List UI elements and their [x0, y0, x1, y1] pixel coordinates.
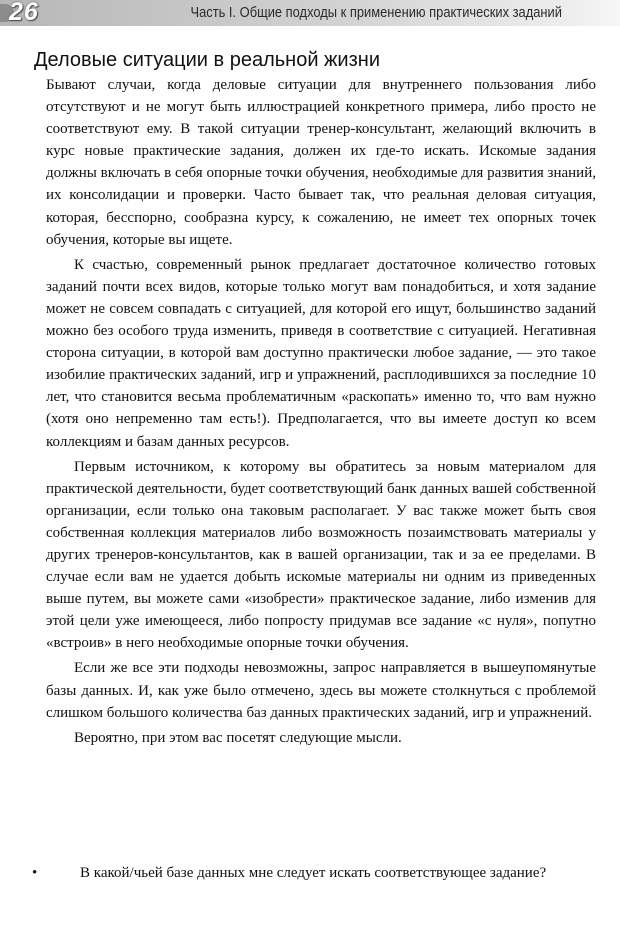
paragraph: К счастью, современный рынок предлагает достаточное количество готовых заданий почти всех видов, которые только могут вам понадобиться, и хотя задание может не совсем совпадать с ситуацией, для которой его ищут, большинство заданий можно без особого труда изменить, приведя в соответствие с ситуацией. Негативная сторона ситуации, в которой вам доступно практически любое задание, — это такое изобилие практических заданий, игр и упражнений, расплодившихся за последние 10 лет, что становится весьма проблематичным «раскопать» именно то, что вам нужно (хотя оно непременно там есть!). Предполагается, что вы имеете доступ ко всем коллекциям и базам данных ресурсов.	[46, 256, 596, 450]
list-item-text: В какой/чьей базе данных мне следует искать соответствующее задание?	[80, 865, 547, 881]
paragraph: Если же все эти подходы невозможны, запрос направляется в вышеупомянутые базы данных. И, как уже было отмечено, здесь вы можете столкнуться с проблемой слишком большого количества баз данных практических заданий, игр и упражнений.	[46, 660, 596, 721]
paragraph: Вероятно, при этом вас посетят следующие мысли.	[74, 729, 402, 746]
list-item	[32, 862, 596, 884]
body-text	[46, 74, 596, 752]
page-header	[0, 0, 620, 26]
bullet-list	[32, 862, 596, 884]
bullet-icon: •	[32, 865, 38, 881]
section-heading: Деловые ситуации в реальной жизни	[34, 49, 380, 71]
paragraph: Первым источником, к которому вы обратитесь за новым материалом для практической деятельности, будет соответствующий банк данных вашей собственной организации, если только она таковым располагает. У вас также может быть своя собственная коллекция материалов либо возможность позаимствовать материалы у других тренеров-консультантов, как в вашей организации, так и за ее пределами. В случае если вам не удается добыть искомые материалы ни одним из приведенных выше путем, вы можете сами «изобрести» практическое задание, либо изменив для этой цели уже имеющееся, либо попросту придумав все задание «с нуля», попутно «встроив» в него необходимые опорные точки обучения.	[46, 458, 596, 652]
running-title: Часть I. Общие подходы к применению практических заданий	[190, 4, 562, 21]
page-number: 26	[9, 0, 39, 26]
paragraph: Бывают случаи, когда деловые ситуации для внутреннего пользования либо отсутствуют и не могут быть иллюстрацией конкретного примера, либо просто не соответствуют ему. В такой ситуации тренер-консультант, желающий включить в курс новые практические задания, должен их где-то искать. Искомые задания должны включать в себя опорные точки обучения, необходимые для развития знаний, их консолидации и проверки. Часто бывает так, что реальная деловая ситуация, которая, бесспорно, сообразна курсу, к сожалению, не имеет тех опорных точек обучения, которые вы ищете.	[46, 77, 596, 248]
